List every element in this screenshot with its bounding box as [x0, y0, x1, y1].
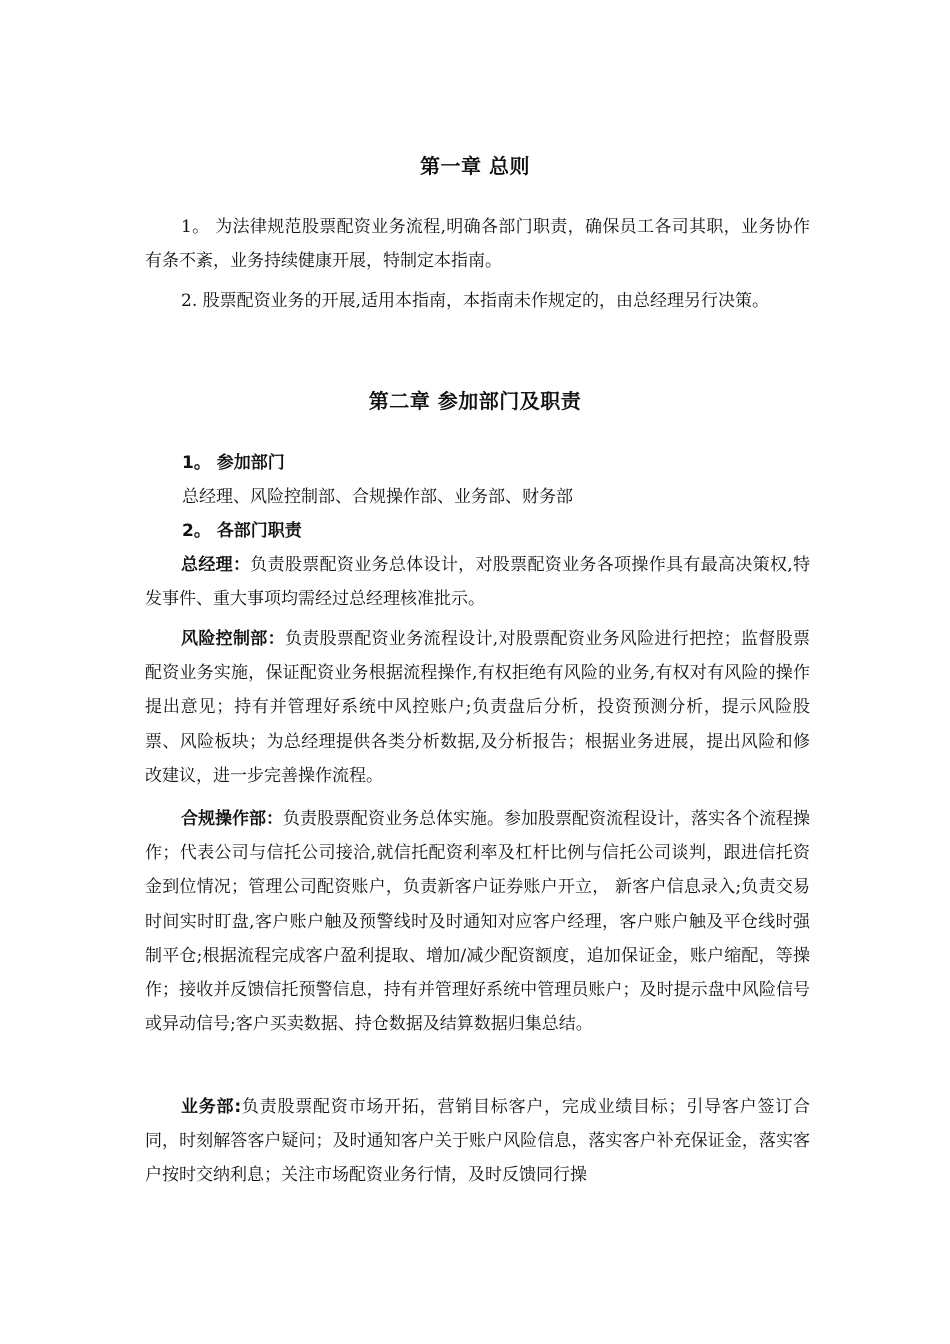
section-2-heading: 2。 各部门职责: [182, 521, 302, 541]
compliance-label: 合规操作部：: [181, 809, 283, 829]
business-label: 业务部:: [181, 1097, 242, 1117]
chapter-1-title: 第一章 总则: [420, 154, 530, 178]
paragraph-2-scope: 2. 股票配资业务的开展,适用本指南，本指南未作规定的，由总经理另行决策。: [181, 291, 770, 311]
gm-label: 总经理：: [181, 555, 251, 575]
gm-text: 负责股票配资业务总体设计，对股票配资业务各项操作具有最高决策权,特发事件、重大事项均需经过总经理核准批示。: [145, 555, 811, 610]
compliance-text: 负责股票配资业务总体实施。参加股票配资流程设计，落实各个流程操作；代表公司与信托公司接洽,就信托配资利率及杠杆比例与信托公司谈判，跟进信托资金到位情况；管理公司配资账户，负责新客户证券账户开立， 新客户信息录入;负责交易时间实时盯盘,客户账户触及预警线时及时通知对应客户经理，客户账户触及平仓线时强制平仓;根据流程完成客户盈利提取、增加/减少配资额度，追加保证金，账户缩配，等操作；接收并反馈信托预警信息，持有并管理好系统中管理员账户；及时提示盘中风险信号或异动信号;客户买卖数据、持仓数据及结算数据归集总结。: [145, 809, 810, 1035]
risk-control-duty-paragraph: [145, 622, 810, 793]
risk-control-label: 风险控制部：: [181, 629, 285, 649]
business-text: 负责股票配资市场开拓，营销目标客户，完成业绩目标；引导客户签订合同，时刻解答客户疑问；及时通知客户关于账户风险信息，落实客户补充保证金，落实客户按时交纳利息；关注市场配资业务行情，及时反馈同行操: [145, 1097, 810, 1186]
paragraph-1-purpose: 1。 为法律规范股票配资业务流程,明确各部门职责，确保员工各司其职，业务协作有条不紊，业务持续健康开展，特制定本指南。: [145, 217, 810, 272]
risk-control-text: 负责股票配资业务流程设计,对股票配资业务风险进行把控；监督股票配资业务实施，保证配资业务根据流程操作,有权拒绝有风险的业务,有权对有风险的操作提出意见；持有并管理好系统中风控账户;负责盘后分析，投资预测分析，提示风险股票、风险板块；为总经理提供各类分析数据,及分析报告；根据业务进展，提出风险和修改建议，进一步完善操作流程。: [145, 629, 811, 786]
business-duty-paragraph: [145, 1090, 810, 1193]
section-1-heading: 1。 参加部门: [182, 453, 285, 473]
compliance-duty-paragraph: [145, 802, 810, 1041]
chapter-2-title: 第二章 参加部门及职责: [368, 389, 582, 413]
gm-duty-paragraph: [145, 548, 810, 616]
section-1-departments: 总经理、风险控制部、合规操作部、业务部、财务部: [182, 487, 573, 507]
